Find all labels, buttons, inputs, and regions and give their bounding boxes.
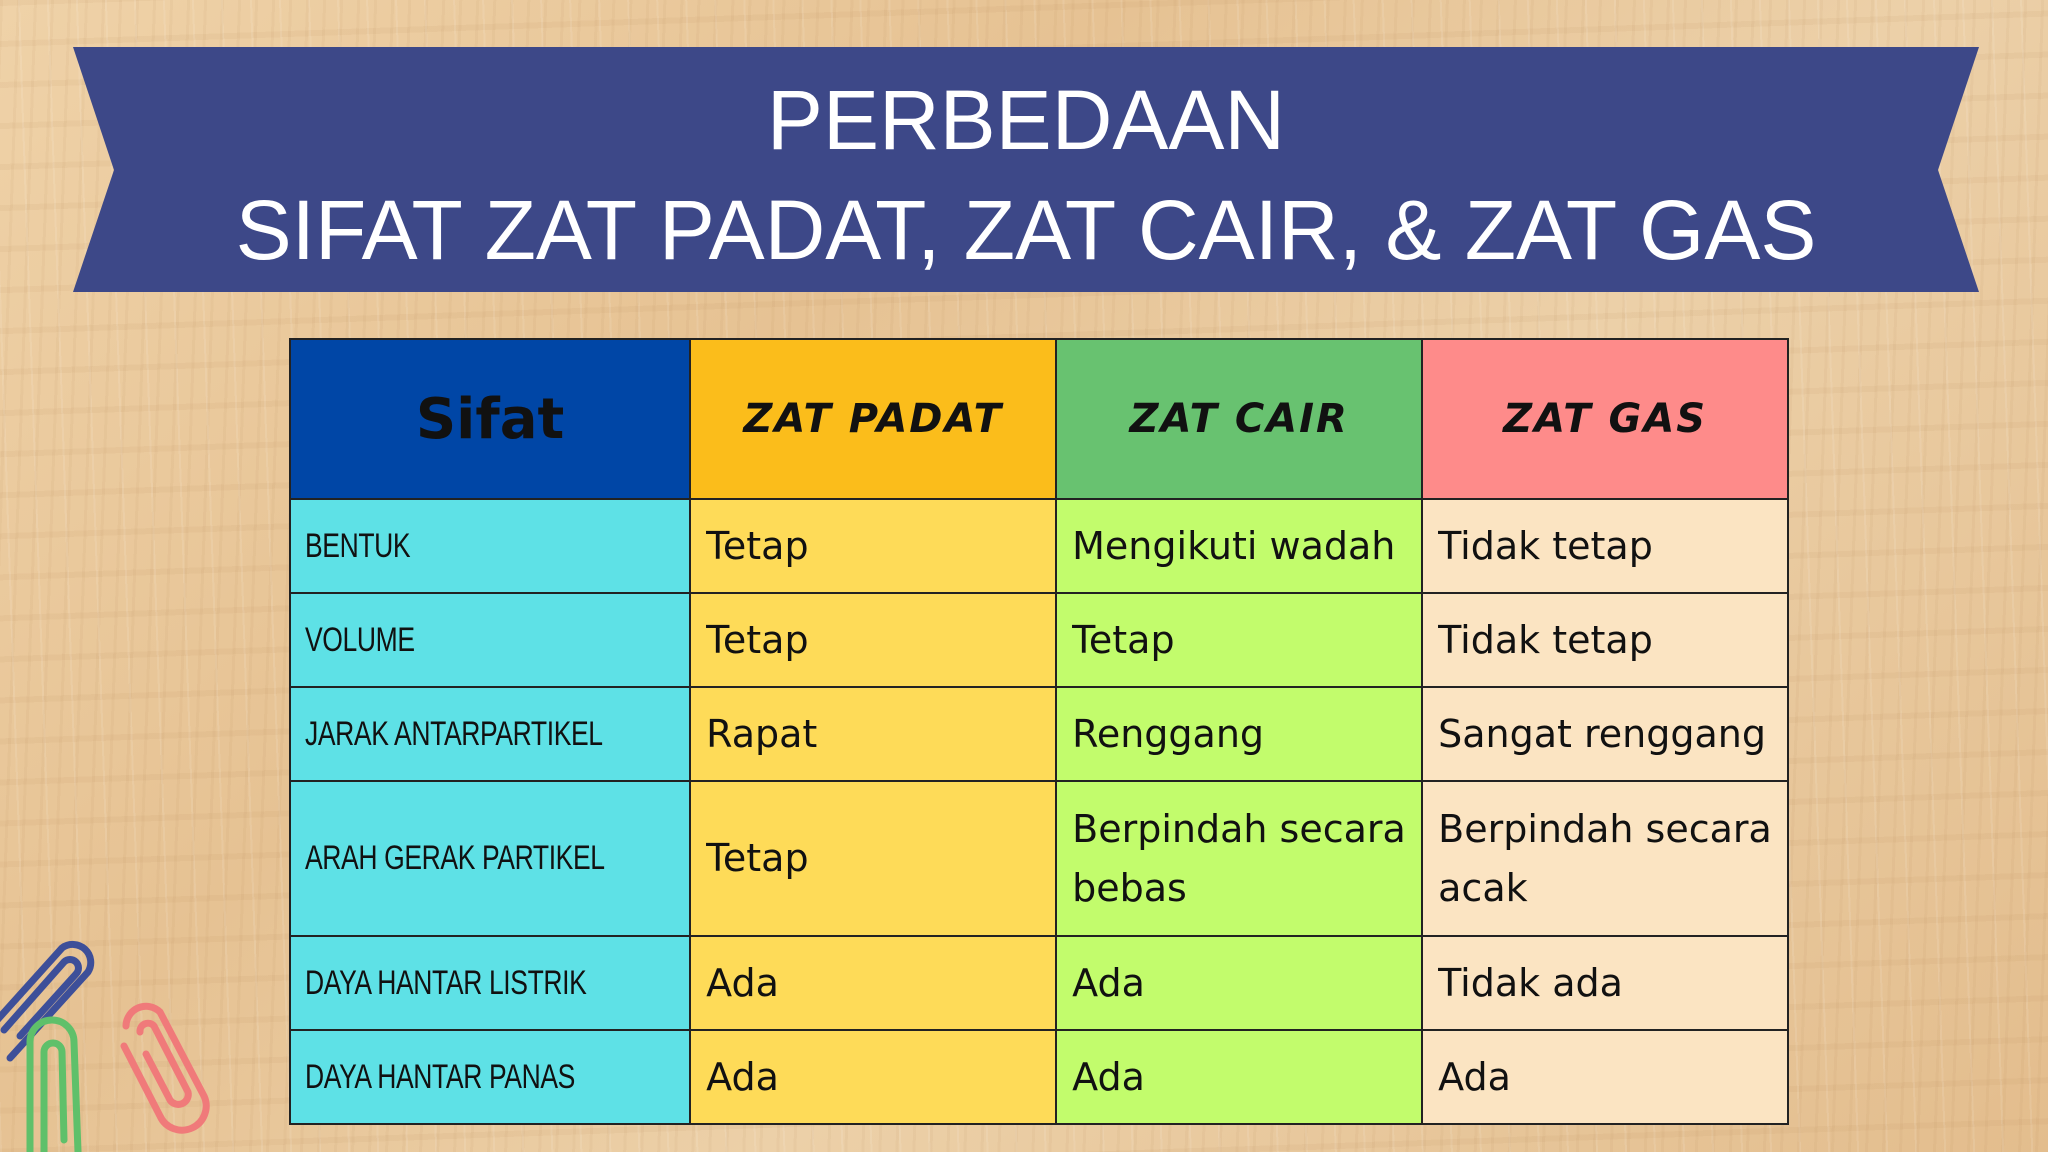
row-label-text: BENTUK [305,526,411,565]
cell-gas: Berpindah secara acak [1422,781,1788,936]
cell-gas: Sangat renggang [1422,687,1788,781]
cell-cair: Mengikuti wadah [1056,499,1422,593]
paperclip-decoration [0,900,240,1152]
row-label [290,499,690,593]
header-sifat: Sifat [290,339,690,499]
cell-padat: Tetap [690,593,1056,687]
table-row [290,936,1788,1030]
cell-padat: Tetap [690,499,1056,593]
cell-padat: Tetap [690,781,1056,936]
table-row [290,593,1788,687]
title-line-2: SIFAT ZAT PADAT, ZAT CAIR, & ZAT GAS [235,183,1817,277]
cell-cair: Tetap [1056,593,1422,687]
cell-cair: Ada [1056,1030,1422,1124]
row-label [290,781,690,936]
row-label [290,593,690,687]
cell-cair: Berpindah secara bebas [1056,781,1422,936]
comparison-table [289,338,1789,1125]
row-label [290,1030,690,1124]
table-row [290,499,1788,593]
green-paperclip-icon [30,1020,78,1152]
row-label [290,936,690,1030]
title-line-1: PERBEDAAN [766,73,1286,167]
header-zat-cair: ZAT CAIR [1056,339,1422,499]
table-row [290,781,1788,936]
cell-cair: Ada [1056,936,1422,1030]
row-label-text: DAYA HANTAR LISTRIK [305,963,587,1002]
table-row [290,1030,1788,1124]
header-zat-gas: ZAT GAS [1422,339,1788,499]
row-label-text: DAYA HANTAR PANAS [305,1057,575,1096]
row-label-text: VOLUME [305,620,415,659]
cell-padat: Ada [690,1030,1056,1124]
cell-gas: Tidak tetap [1422,593,1788,687]
row-label [290,687,690,781]
header-zat-padat: ZAT PADAT [690,339,1056,499]
row-label-text: JARAK ANTARPARTIKEL [305,714,603,753]
table-row [290,687,1788,781]
cell-padat: Ada [690,936,1056,1030]
cell-gas: Ada [1422,1030,1788,1124]
red-paperclip-icon [124,1006,206,1130]
cell-gas: Tidak tetap [1422,499,1788,593]
row-label-text: ARAH GERAK PARTIKEL [305,839,605,877]
table-header-row [290,339,1788,499]
cell-padat: Rapat [690,687,1056,781]
cell-gas: Tidak ada [1422,936,1788,1030]
cell-cair: Renggang [1056,687,1422,781]
